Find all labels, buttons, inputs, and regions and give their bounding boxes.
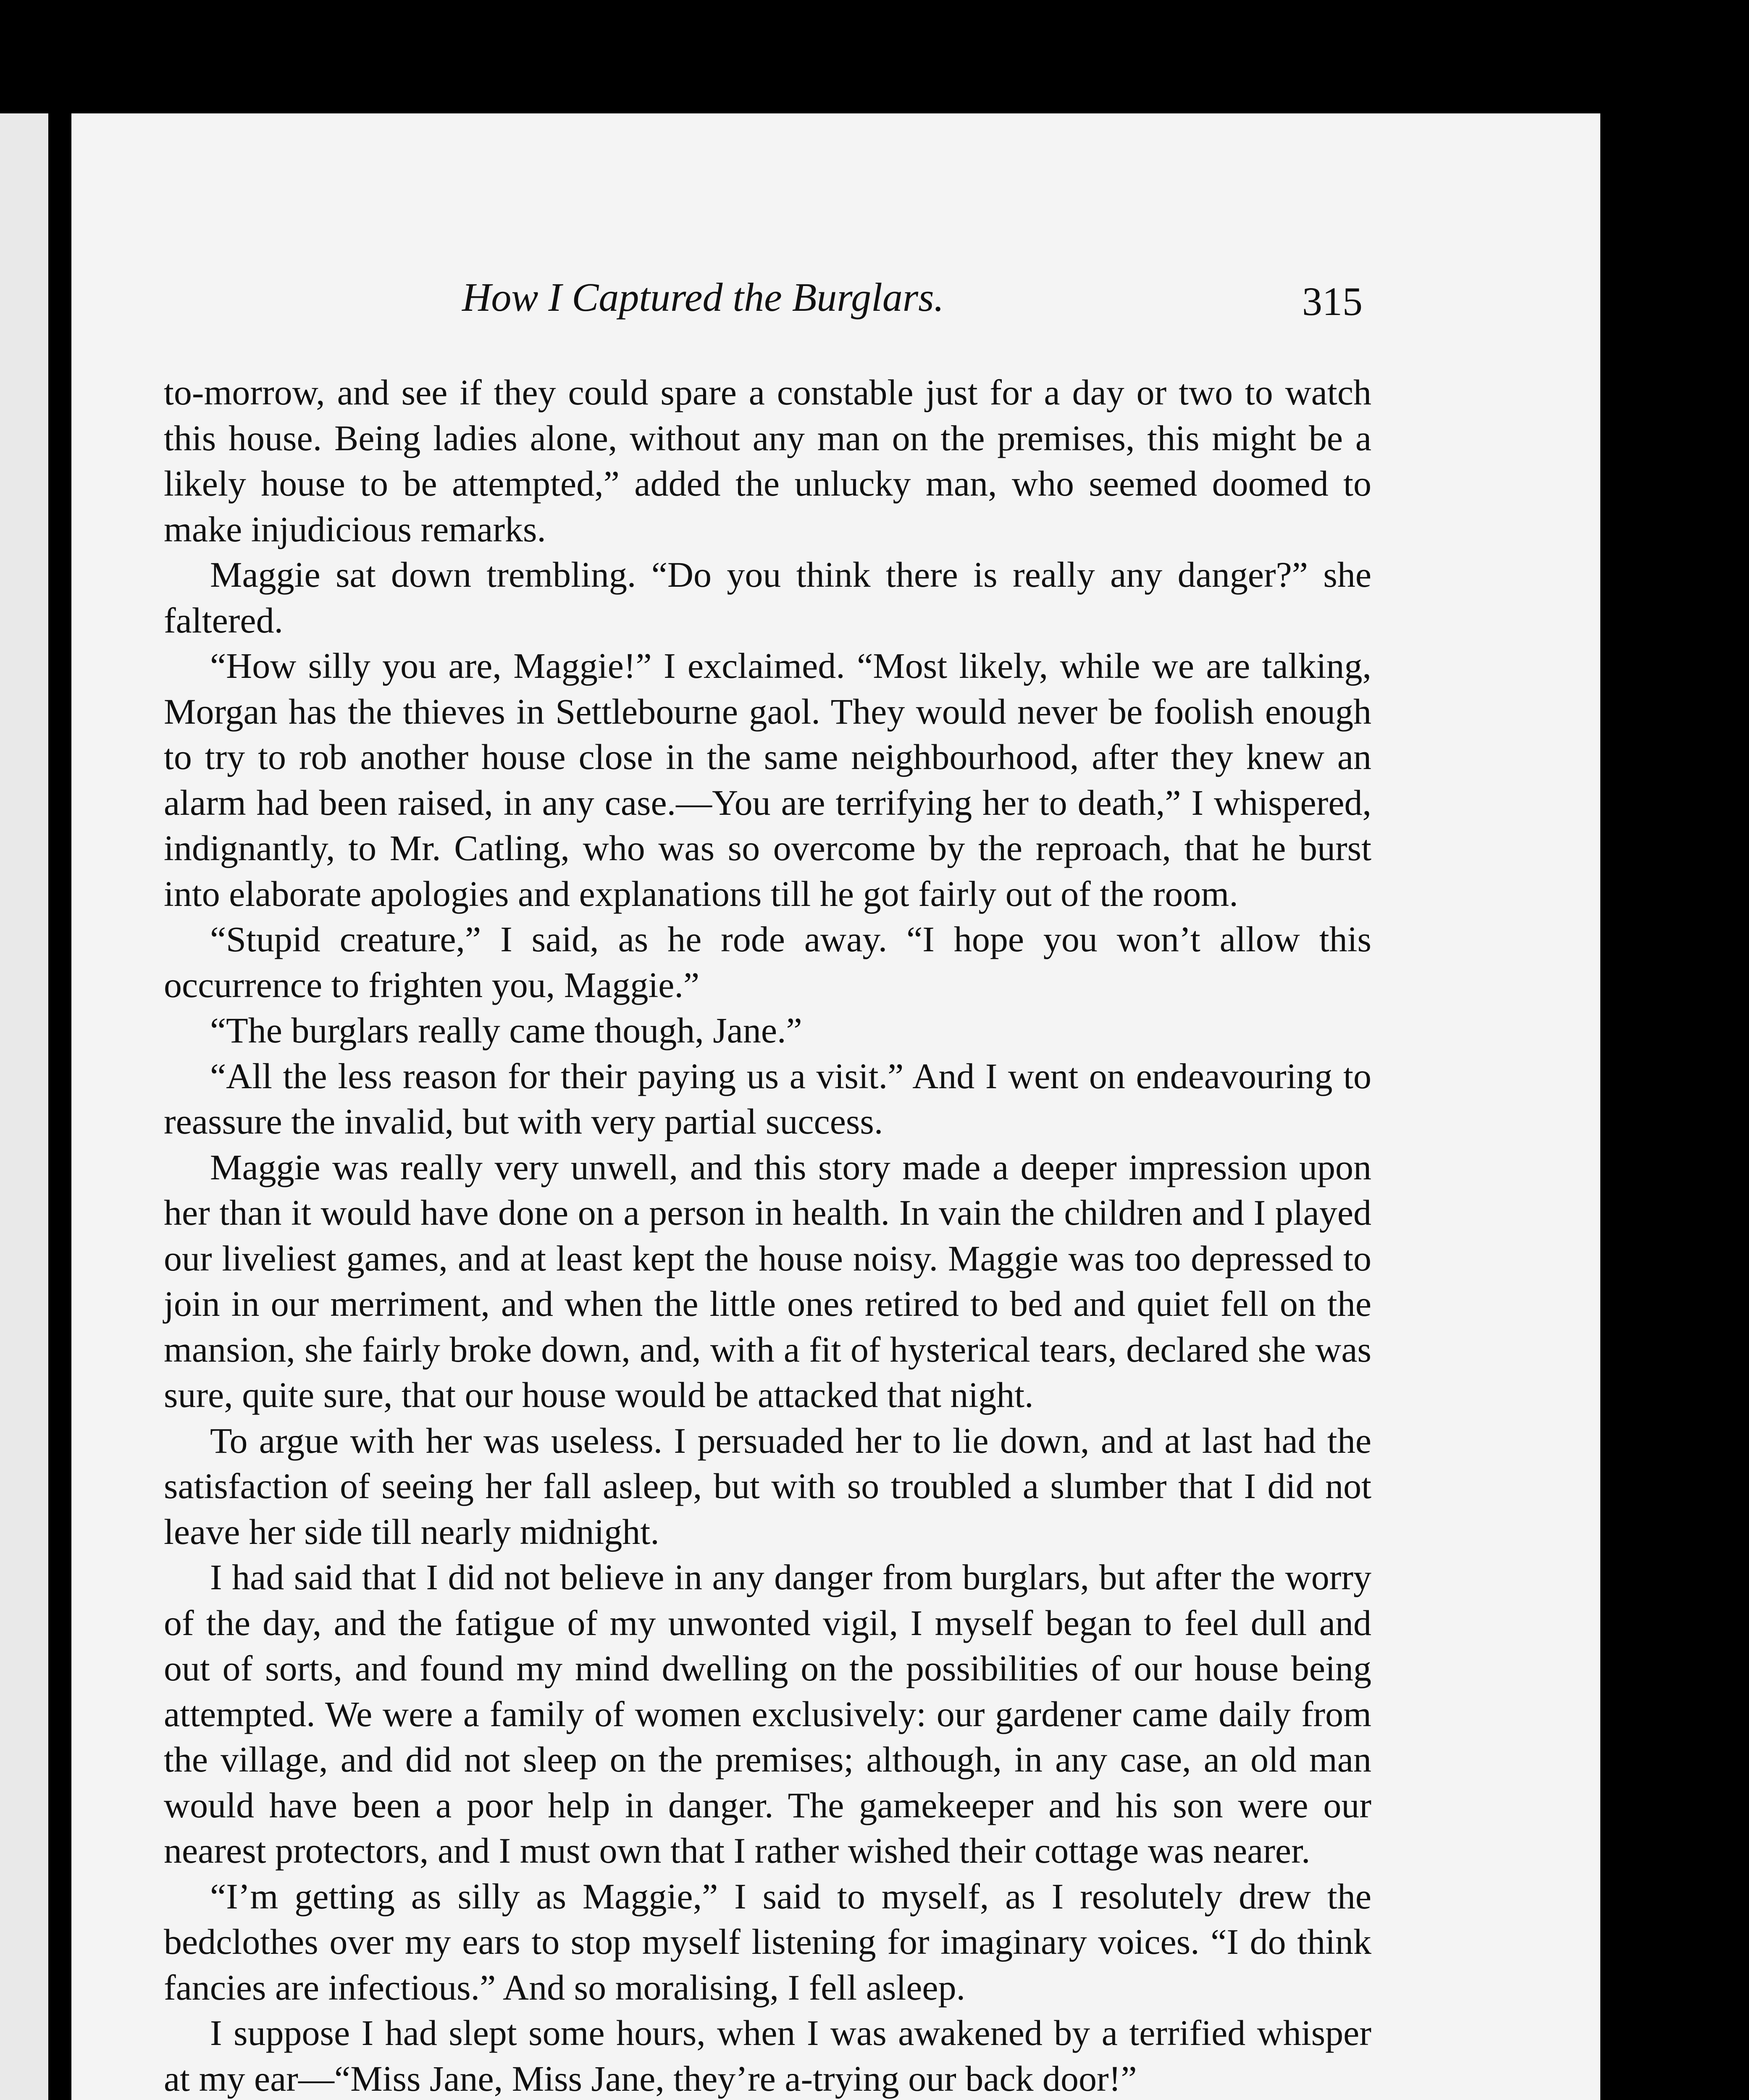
paragraph: I had said that I did not believe in any danger from burglars, but after the worry of the day, and the fatigue of my unwonted vigil, I myself began to feel dull and out of sorts, and found my mind dwelling on the possibilities of our house being attempted. We were a family of women exclusively: our gardener came daily from the village, and did not sleep on the premises; although, in any case, an old man would have been a poor help in danger. The gamekeeper and his son were our nearest protectors, and I must own that I rather wished their cottage was nearer. xyxy=(164,1557,1371,1871)
paragraph: I suppose I had slept some hours, when I was awakened by a terrified whisper at my ear—“Miss Jane, Miss Jane, they’re a-trying our back door!” xyxy=(164,2013,1371,2099)
facing-page-edge xyxy=(0,113,48,2100)
paragraph: Maggie sat down trembling. “Do you think there is really any danger?” she faltered. xyxy=(164,554,1371,640)
paragraph: To argue with her was useless. I persuaded her to lie down, and at last had the satisfaction of seeing her fall asleep, but with so troubled a slumber that I did not leave her side till nearly midnight. xyxy=(164,1420,1371,1552)
paragraph: “The burglars really came though, Jane.” xyxy=(210,1010,802,1050)
paragraph: “How silly you are, Maggie!” I exclaimed. “Most likely, while we are talking, Morgan has the thieves in Settlebourne gaol. They would never be foolish enough to try to rob another house close in the same neighbourhood, after they knew an alarm had been raised, in any case.—You are terrifying her to death,” I whispered, indignantly, to Mr. Catling, who was so overcome by the reproach, that he burst into elaborate apologies and explanations till he got fairly out of the room. xyxy=(164,646,1371,914)
paragraph: to-morrow, and see if they could spare a constable just for a day or two to watch this house. Being ladies alone, without any man on the premises, this might be a likely house to be attempted,” added the unlucky man, who seemed doomed to make injudicious remarks. xyxy=(164,372,1371,549)
paragraph: “I’m getting as silly as Maggie,” I said to myself, as I resolutely drew the bedclothes over my ears to stop myself listening for imaginary voices. “I do think fancies are infectious.” And so moralising, I fell asleep. xyxy=(164,1876,1371,2008)
paragraph: “All the less reason for their paying us a visit.” And I went on endeavouring to reassure the invalid, but with very partial success. xyxy=(164,1055,1371,1142)
paragraph: Maggie was really very unwell, and this story made a deeper impression upon her than it would have done on a person in health. In vain the children and I played our liveliest games, and at least kept the house noisy. Maggie was too depressed to join in our merriment, and when the little ones retired to bed and quiet fell on the mansion, she fairly broke down, and, with a fit of hysterical tears, declared she was sure, quite sure, that our house would be attacked that night. xyxy=(164,1147,1371,1415)
body-text xyxy=(164,370,1371,2100)
paragraph: “Stupid creature,” I said, as he rode away. “I hope you won’t allow this occurrence to frighten you, Maggie.” xyxy=(164,919,1371,1005)
page-number: 315 xyxy=(1302,279,1363,324)
running-title: How I Captured the Burglars. xyxy=(462,275,944,320)
